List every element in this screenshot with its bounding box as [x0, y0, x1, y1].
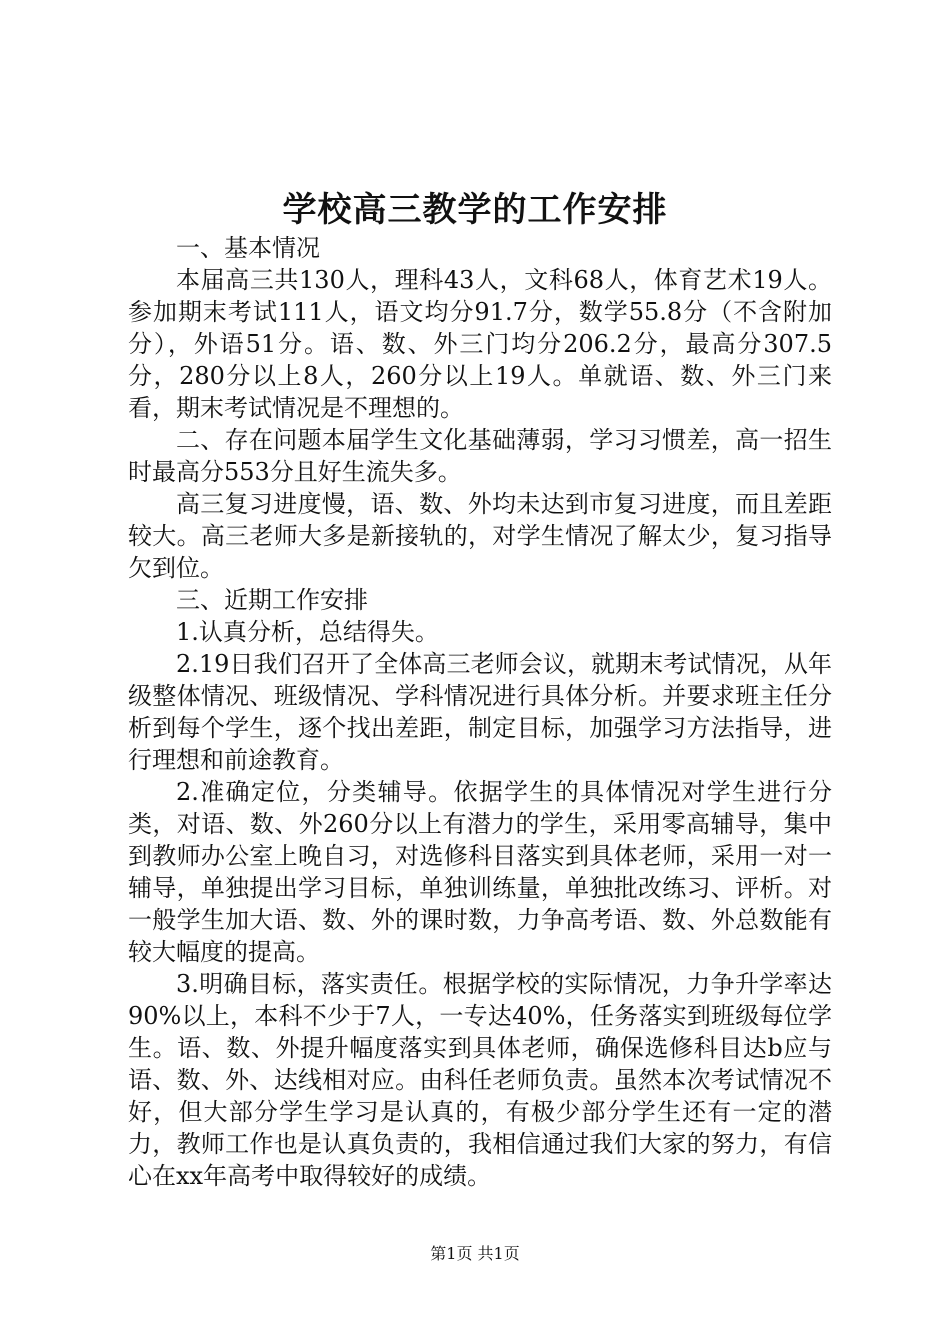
plan-item-3-goals: 3.明确目标，落实责任。根据学校的实际情况，力争升学率达90%以上，本科不少于7人，一专达40%，任务落实到班级每位学生。语、数、外提升幅度落实到具体老师，确保选修科目达b应与语、数、外、达线相对应。由科任老师负责。虽然本次考试情况不好，但大部分学生学习是认真的，有极少部分学生还有一定的潜力，教师工作也是认真负责的，我相信通过我们大家的努力，有信心在xx年高考中取得较好的成绩。 — [128, 970, 832, 1190]
plan-item-2-meeting: 2.19日我们召开了全体高三老师会议，就期末考试情况，从年级整体情况、班级情况、学科情况进行具体分析。并要求班主任分析到每个学生，逐个找出差距，制定目标，加强学习方法指导，进行理想和前途教育。 — [128, 650, 832, 774]
plan-item-1: 1.认真分析，总结得失。 — [176, 618, 439, 646]
section-heading-plan: 三、近期工作安排 — [176, 586, 368, 614]
section-heading-basic: 一、基本情况 — [176, 234, 320, 262]
page-footer: 第1页 共1页 — [430, 1244, 520, 1263]
paragraph-basic-stats: 本届高三共130人，理科43人，文科68人，体育艺术19人。参加期末考试111人，语文均分91.7分，数学55.8分（不含附加分），外语51分。语、数、外三门均分206.2分，最高分307.5分，280分以上8人，260分以上19人。单就语、数、外三门来看，期末考试情况是不理想的。 — [128, 266, 832, 422]
section-heading-problems: 二、存在问题本届学生文化基础薄弱，学习习惯差，高一招生时最高分553分且好生流失多。 — [128, 426, 832, 486]
page-title: 学校高三教学的工作安排 — [282, 190, 668, 230]
paragraph-progress: 高三复习进度慢，语、数、外均未达到市复习进度，而且差距较大。高三老师大多是新接轨的，对学生情况了解太少，复习指导欠到位。 — [128, 490, 832, 582]
plan-item-2-positioning: 2.准确定位，分类辅导。依据学生的具体情况对学生进行分类，对语、数、外260分以上有潜力的学生，采用零高辅导，集中到教师办公室上晚自习，对选修科目落实到具体老师，采用一对一辅导，单独提出学习目标，单独训练量，单独批改练习、评析。对一般学生加大语、数、外的课时数，力争高考语、数、外总数能有较大幅度的提高。 — [128, 778, 832, 966]
document-body — [128, 232, 832, 1192]
